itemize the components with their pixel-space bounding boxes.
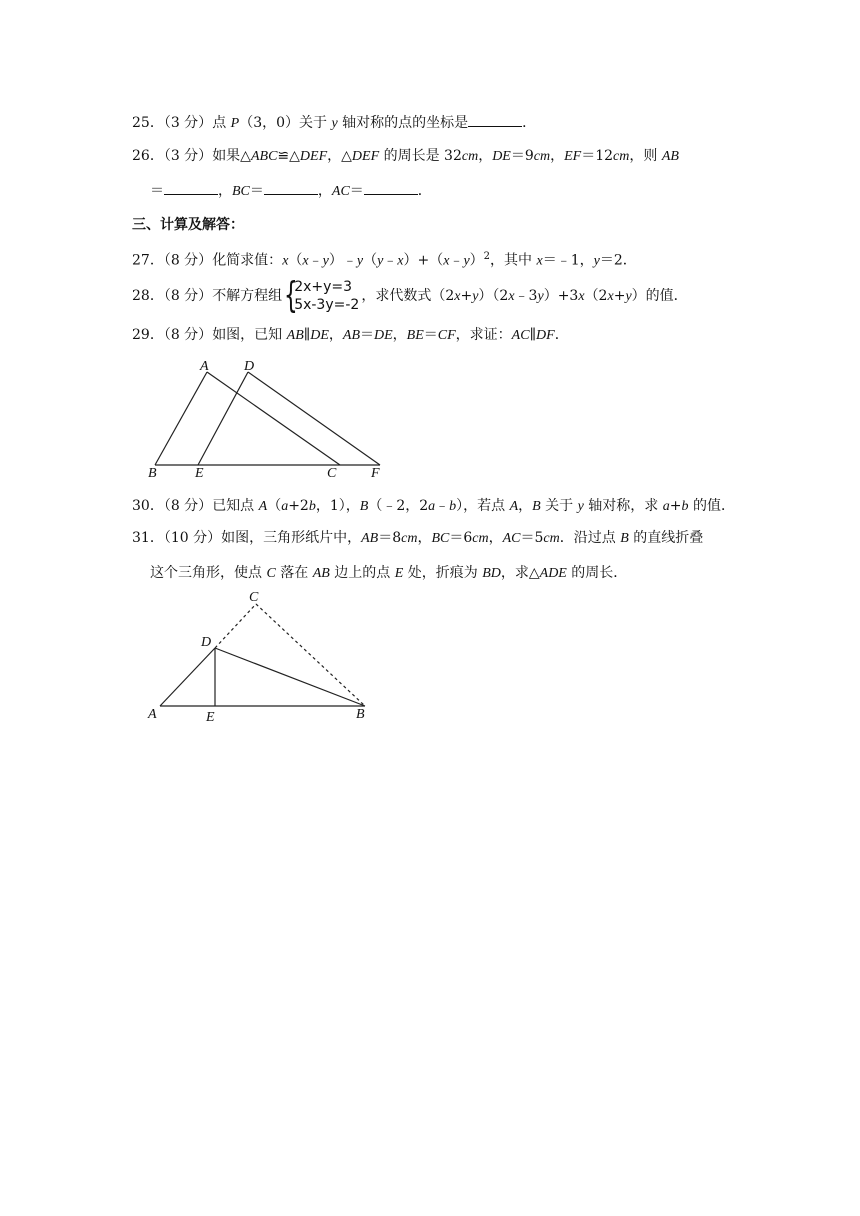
- label-a: A: [148, 707, 157, 722]
- question-28: 28．（8 分）不解方程组 { 2x+y=3 5x-3y=-2 ，求代数式（2x+y）（2x﹣3y）+3x（2x+y）的值．: [132, 275, 688, 316]
- label-c: C: [249, 590, 259, 605]
- segment-dc-dashed: [215, 604, 256, 648]
- label-b: B: [148, 466, 157, 480]
- label-b: B: [356, 707, 365, 722]
- segment-df: [248, 372, 380, 465]
- label-c: C: [327, 466, 337, 480]
- segment-cb-dashed: [256, 604, 365, 706]
- segment-ad: [160, 648, 215, 706]
- segment-ab: [155, 372, 207, 465]
- segment-db: [215, 648, 365, 706]
- answer-blank-bc[interactable]: [264, 181, 318, 195]
- question-26: 26．（3 分）如果△ABC≌△DEF，△DEF 的周长是 32cm，DE＝9cm，EF＝12cm，则 AB: [132, 148, 679, 164]
- brace-icon: {: [284, 275, 298, 316]
- question-26-line2: ＝ ，BC＝ ，AC＝ ．: [150, 183, 432, 199]
- label-e: E: [206, 710, 215, 725]
- label-e: E: [195, 466, 204, 480]
- equation-system: { 2x+y=3 5x-3y=-2: [284, 275, 360, 316]
- question-27: 27．（8 分）化简求值：x（x﹣y）﹣y（y﹣x）+（x﹣y）$^2$，其中 x＝﹣1，y＝2．: [132, 251, 637, 269]
- answer-blank-ac[interactable]: [364, 181, 418, 195]
- question-25: 25．（3 分）点 P（3，0）关于 y 轴对称的点的坐标是 ．: [132, 115, 537, 131]
- segment-ac: [207, 372, 340, 465]
- figure-31: [140, 586, 380, 726]
- label-f: F: [371, 466, 380, 480]
- section-heading: 三、计算及解答：: [132, 217, 244, 233]
- label-d: D: [201, 635, 212, 650]
- answer-blank-ab[interactable]: [164, 181, 218, 195]
- question-30: 30．（8 分）已知点 A（a+2b，1），B（﹣2，2a﹣b），若点 A，B 关于 y 轴对称，求 a+b 的值．: [132, 498, 735, 514]
- label-a: A: [200, 359, 209, 374]
- question-31: 31．（10 分）如图，三角形纸片中，AB＝8cm，BC＝6cm，AC＝5cm．沿过点 B 的直线折叠: [132, 530, 704, 546]
- figure-29: [140, 355, 400, 480]
- label-d: D: [244, 359, 255, 374]
- question-31-line2: 这个三角形，使点 C 落在 AB 边上的点 E 处，折痕为 BD，求△ADE 的周长．: [150, 565, 628, 581]
- segment-de: [198, 372, 248, 465]
- answer-blank[interactable]: [468, 113, 522, 127]
- question-29: 29．（8 分）如图，已知 AB∥DE，AB＝DE，BE＝CF，求证：AC∥DF．: [132, 327, 569, 343]
